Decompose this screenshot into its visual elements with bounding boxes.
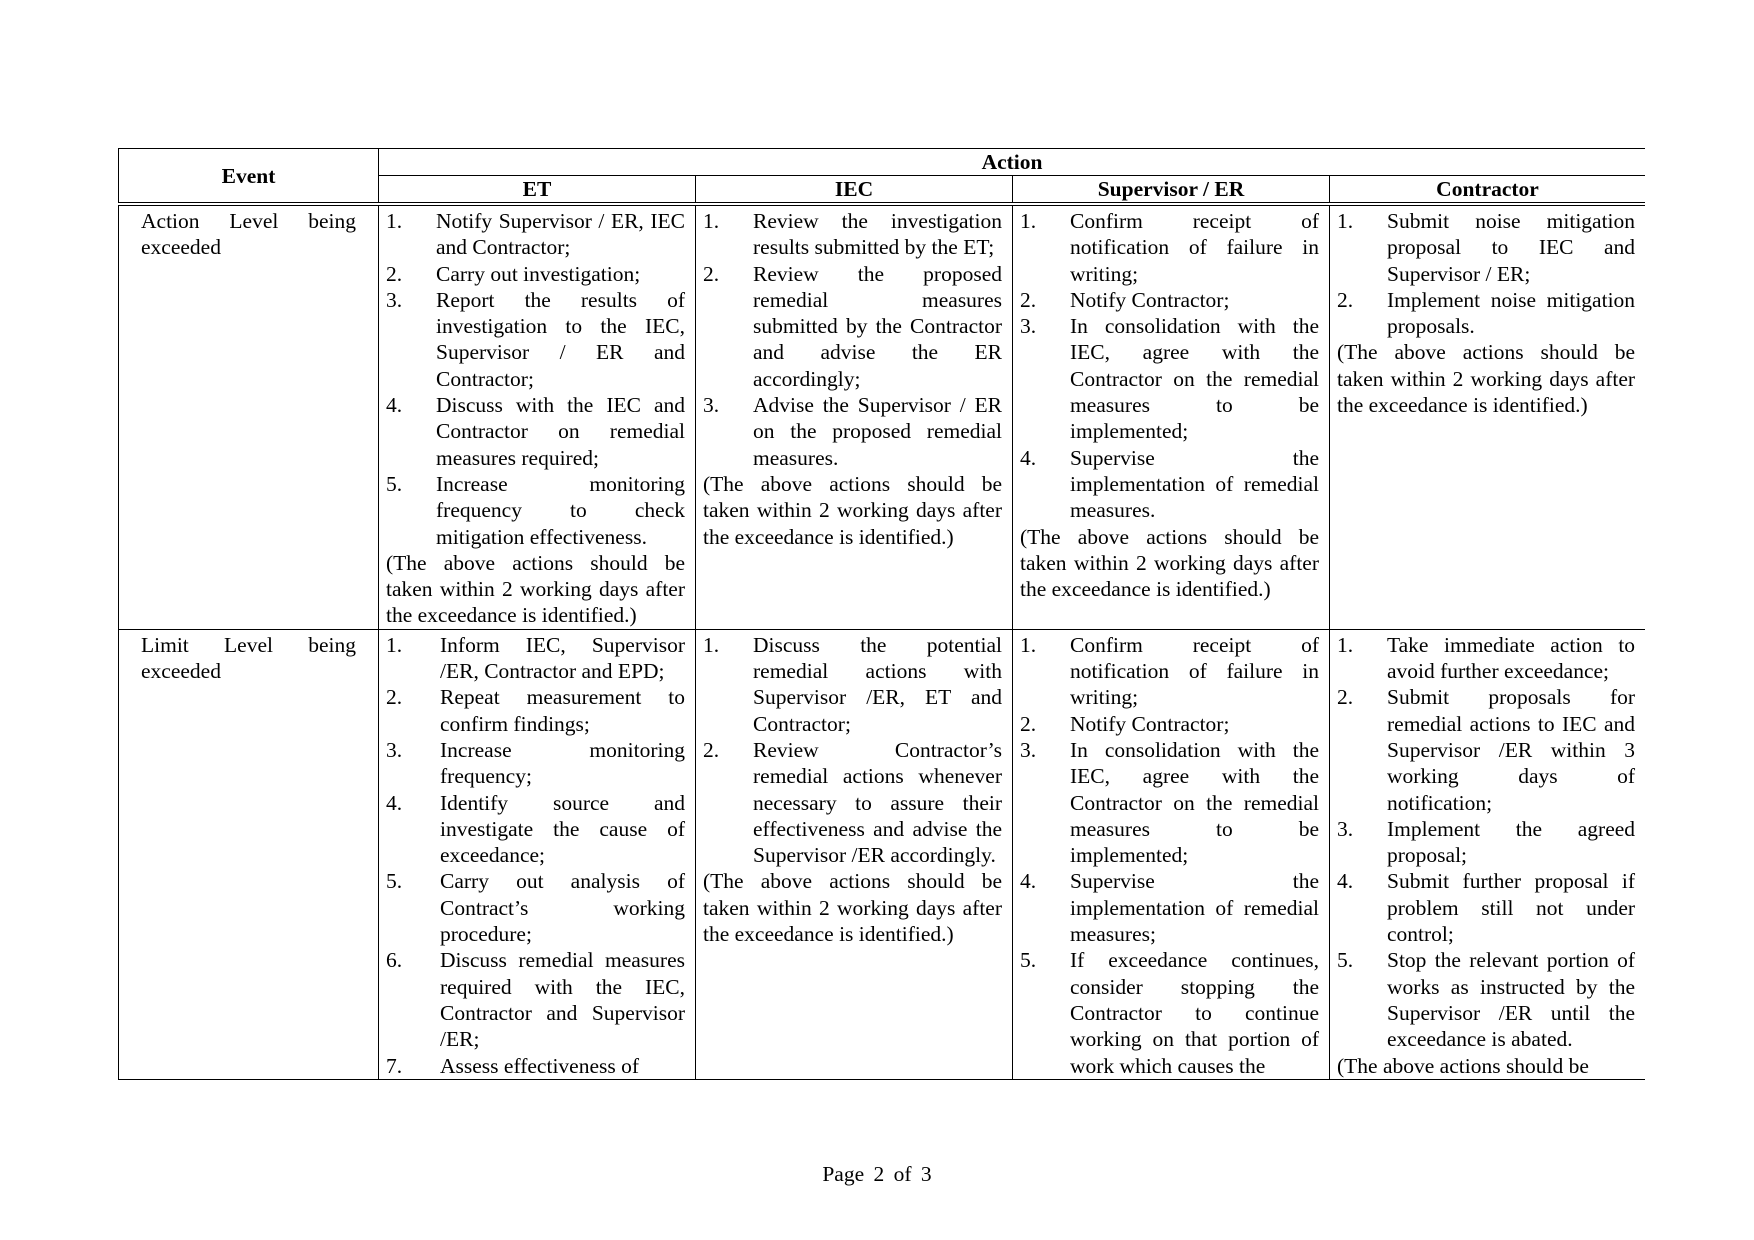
list-item-number: 1. [1337, 632, 1354, 657]
list-item-number: 4. [1020, 869, 1037, 894]
list-item [386, 684, 685, 737]
list-item [703, 392, 1002, 471]
list-item-text: Discuss the potential remedial actions with Supervisor /ER, ET and Contractor; [753, 632, 1002, 736]
list-item-text: In consolidation with the IEC, agree with the Contractor on the remedial measures to be implemented; [1070, 737, 1319, 868]
list-item [703, 737, 1002, 868]
list-item-text: Identify source and investigate the cause of exceedance; [440, 790, 685, 868]
list-item [1020, 313, 1319, 444]
list-item [1337, 816, 1635, 869]
list-item [1020, 208, 1319, 287]
list-item [386, 208, 685, 261]
list-item-text: Take immediate action to avoid further exceedance; [1387, 632, 1636, 684]
list-item-number: 3. [1337, 816, 1354, 841]
list-item-text: Repeat measurement to confirm findings; [440, 685, 685, 736]
list-item [703, 261, 1002, 392]
list-item-text: Confirm receipt of notification of failure in writing; [1070, 209, 1319, 286]
header-et: ET [379, 176, 696, 205]
iec-action-cell [696, 629, 1013, 1079]
list-item-text: In consolidation with the IEC, agree with the Contractor on the remedial measures to be implemented; [1070, 314, 1319, 444]
list-item-number: 4. [386, 790, 403, 815]
list-item [1020, 737, 1319, 868]
contractor-action-list [1337, 632, 1635, 1053]
list-item-number: 1. [703, 632, 720, 657]
list-item-text: Confirm receipt of notification of failure in writing; [1070, 632, 1319, 710]
list-item-text: Increase monitoring frequency; [440, 737, 685, 789]
list-item-number: 2. [1020, 711, 1037, 736]
list-item-text: Carry out analysis of Contract’s working procedure; [440, 869, 685, 947]
list-item-number: 2. [703, 737, 720, 762]
list-item [1020, 445, 1319, 524]
list-item-text: Implement noise mitigation proposals. [1387, 287, 1636, 339]
list-item-text: Discuss remedial measures required with the IEC, Contractor and Supervisor /ER; [440, 948, 685, 1052]
table-body [119, 204, 1646, 1079]
contractor-action-cell [1330, 204, 1646, 629]
list-item-text: Review Contractor’s remedial actions whenever necessary to assure their effectiveness and advise the Supervisor /ER accordingly. [753, 737, 1002, 868]
list-item [703, 632, 1002, 737]
list-item-number: 3. [386, 287, 403, 312]
list-item [1020, 632, 1319, 711]
timing-note: (The above actions should be taken within 2 working days after the exceedance is identified.) [1020, 524, 1319, 602]
list-item-number: 2. [1020, 287, 1037, 312]
list-item-text: Assess effectiveness of [440, 1053, 640, 1078]
list-item-number: 5. [1337, 948, 1354, 973]
list-item [386, 287, 685, 392]
list-item-number: 5. [386, 471, 403, 496]
list-item [386, 1053, 685, 1079]
list-item-number: 4. [386, 393, 403, 418]
list-item [1020, 711, 1319, 737]
list-item [1337, 868, 1635, 947]
timing-note: (The above actions should be taken within 2 working days after the exceedance is identified.) [703, 471, 1002, 549]
list-item-text: Submit noise mitigation proposal to IEC and Supervisor / ER; [1387, 209, 1636, 286]
iec-action-list [703, 632, 1002, 869]
list-item-number: 3. [1020, 737, 1037, 762]
list-item [386, 261, 685, 287]
list-item-number: 1. [386, 632, 403, 657]
list-item [1337, 947, 1635, 1052]
list-item-text: Advise the Supervisor / ER on the proposed remedial measures. [753, 393, 1002, 470]
supervisor-action-cell [1013, 204, 1330, 629]
list-item [386, 632, 685, 685]
list-item-text: Supervise the implementation of remedial measures. [1070, 445, 1319, 523]
list-item [1020, 868, 1319, 947]
list-item-number: 7. [386, 1053, 403, 1078]
list-item-text: Inform IEC, Supervisor /ER, Contractor and EPD; [440, 632, 685, 684]
list-item [703, 208, 1002, 261]
et-action-cell [379, 629, 696, 1079]
list-item-number: 1. [703, 209, 720, 233]
list-item-text: Notify Supervisor / ER, IEC and Contractor; [436, 209, 685, 260]
list-item-number: 5. [1020, 948, 1037, 973]
et-action-cell [379, 204, 696, 629]
list-item-text: Carry out investigation; [436, 261, 641, 286]
list-item-text: If exceedance continues, consider stopping the Contractor to continue working on that portion of work which causes the [1070, 948, 1319, 1078]
event-action-plan-table [118, 148, 1645, 1080]
et-action-list [386, 208, 685, 550]
list-item-number: 2. [703, 261, 720, 286]
list-item-text: Review the investigation results submitted by the ET; [753, 209, 1002, 260]
list-item-number: 2. [386, 685, 403, 710]
header-iec: IEC [696, 176, 1013, 205]
list-item-number: 2. [386, 261, 403, 286]
header-contractor: Contractor [1330, 176, 1646, 205]
event-cell: Action Level being exceeded [119, 204, 379, 629]
list-item-number: 1. [1020, 209, 1037, 233]
timing-note: (The above actions should be taken within 2 working days after the exceedance is identified.) [703, 869, 1002, 947]
header-event: Event [119, 149, 379, 205]
list-item [386, 737, 685, 790]
timing-note: (The above actions should be taken within 2 working days after the exceedance is identified.) [1337, 340, 1636, 418]
list-item-text: Stop the relevant portion of works as instructed by the Supervisor /ER until the exceedance is abated. [1387, 948, 1636, 1052]
et-action-list [386, 632, 685, 1079]
supervisor-action-cell [1013, 629, 1330, 1079]
list-item-text: Increase monitoring frequency to check mitigation effectiveness. [436, 471, 685, 549]
list-item [386, 471, 685, 550]
list-item-text: Report the results of investigation to the IEC, Supervisor / ER and Contractor; [436, 287, 685, 391]
list-item [1337, 684, 1635, 815]
list-item [1020, 287, 1319, 313]
header-action: Action [379, 149, 1646, 176]
list-item [1337, 287, 1635, 340]
list-item-text: Review the proposed remedial measures submitted by the Contractor and advise the ER accordingly; [753, 261, 1002, 391]
list-item [386, 868, 685, 947]
list-item-number: 3. [386, 737, 403, 762]
page-number: Page 2 of 3 [822, 1162, 932, 1186]
table-row [119, 204, 1646, 629]
list-item-number: 4. [1337, 869, 1354, 894]
list-item-text: Supervise the implementation of remedial measures; [1070, 869, 1319, 947]
list-item-number: 4. [1020, 445, 1037, 470]
list-item-number: 3. [703, 393, 720, 418]
list-item [1337, 632, 1635, 685]
list-item-number: 2. [1337, 685, 1354, 710]
event-cell: Limit Level being exceeded [119, 629, 379, 1079]
list-item-number: 1. [1337, 209, 1354, 233]
list-item-number: 3. [1020, 314, 1037, 339]
list-item-text: Submit proposals for remedial actions to IEC and Supervisor /ER within 3 working days of notification; [1387, 685, 1636, 815]
list-item [386, 947, 685, 1052]
contractor-action-cell [1330, 629, 1646, 1079]
list-item-text: Implement the agreed proposal; [1387, 816, 1636, 868]
supervisor-action-list [1020, 208, 1319, 524]
list-item-number: 2. [1337, 287, 1354, 312]
timing-note: (The above actions should be [1337, 1053, 1589, 1078]
list-item-number: 5. [386, 869, 403, 894]
list-item-text: Submit further proposal if problem still not under control; [1387, 869, 1636, 947]
iec-action-list [703, 208, 1002, 471]
list-item-text: Notify Contractor; [1070, 287, 1230, 312]
list-item-number: 6. [386, 948, 403, 973]
contractor-action-list [1337, 208, 1635, 339]
header-supervisor: Supervisor / ER [1013, 176, 1330, 205]
list-item-number: 1. [1020, 632, 1037, 657]
supervisor-action-list [1020, 632, 1319, 1079]
event-action-plan-table-container [118, 148, 1645, 1112]
list-item [386, 392, 685, 471]
list-item-number: 1. [386, 209, 403, 233]
table-row [119, 629, 1646, 1079]
timing-note: (The above actions should be taken within 2 working days after the exceedance is identified.) [386, 550, 685, 628]
list-item [1020, 947, 1319, 1078]
table-header [119, 149, 1646, 205]
list-item [386, 790, 685, 869]
iec-action-cell [696, 204, 1013, 629]
list-item-text: Notify Contractor; [1070, 711, 1230, 736]
list-item-text: Discuss with the IEC and Contractor on remedial measures required; [436, 393, 685, 470]
list-item [1337, 208, 1635, 287]
